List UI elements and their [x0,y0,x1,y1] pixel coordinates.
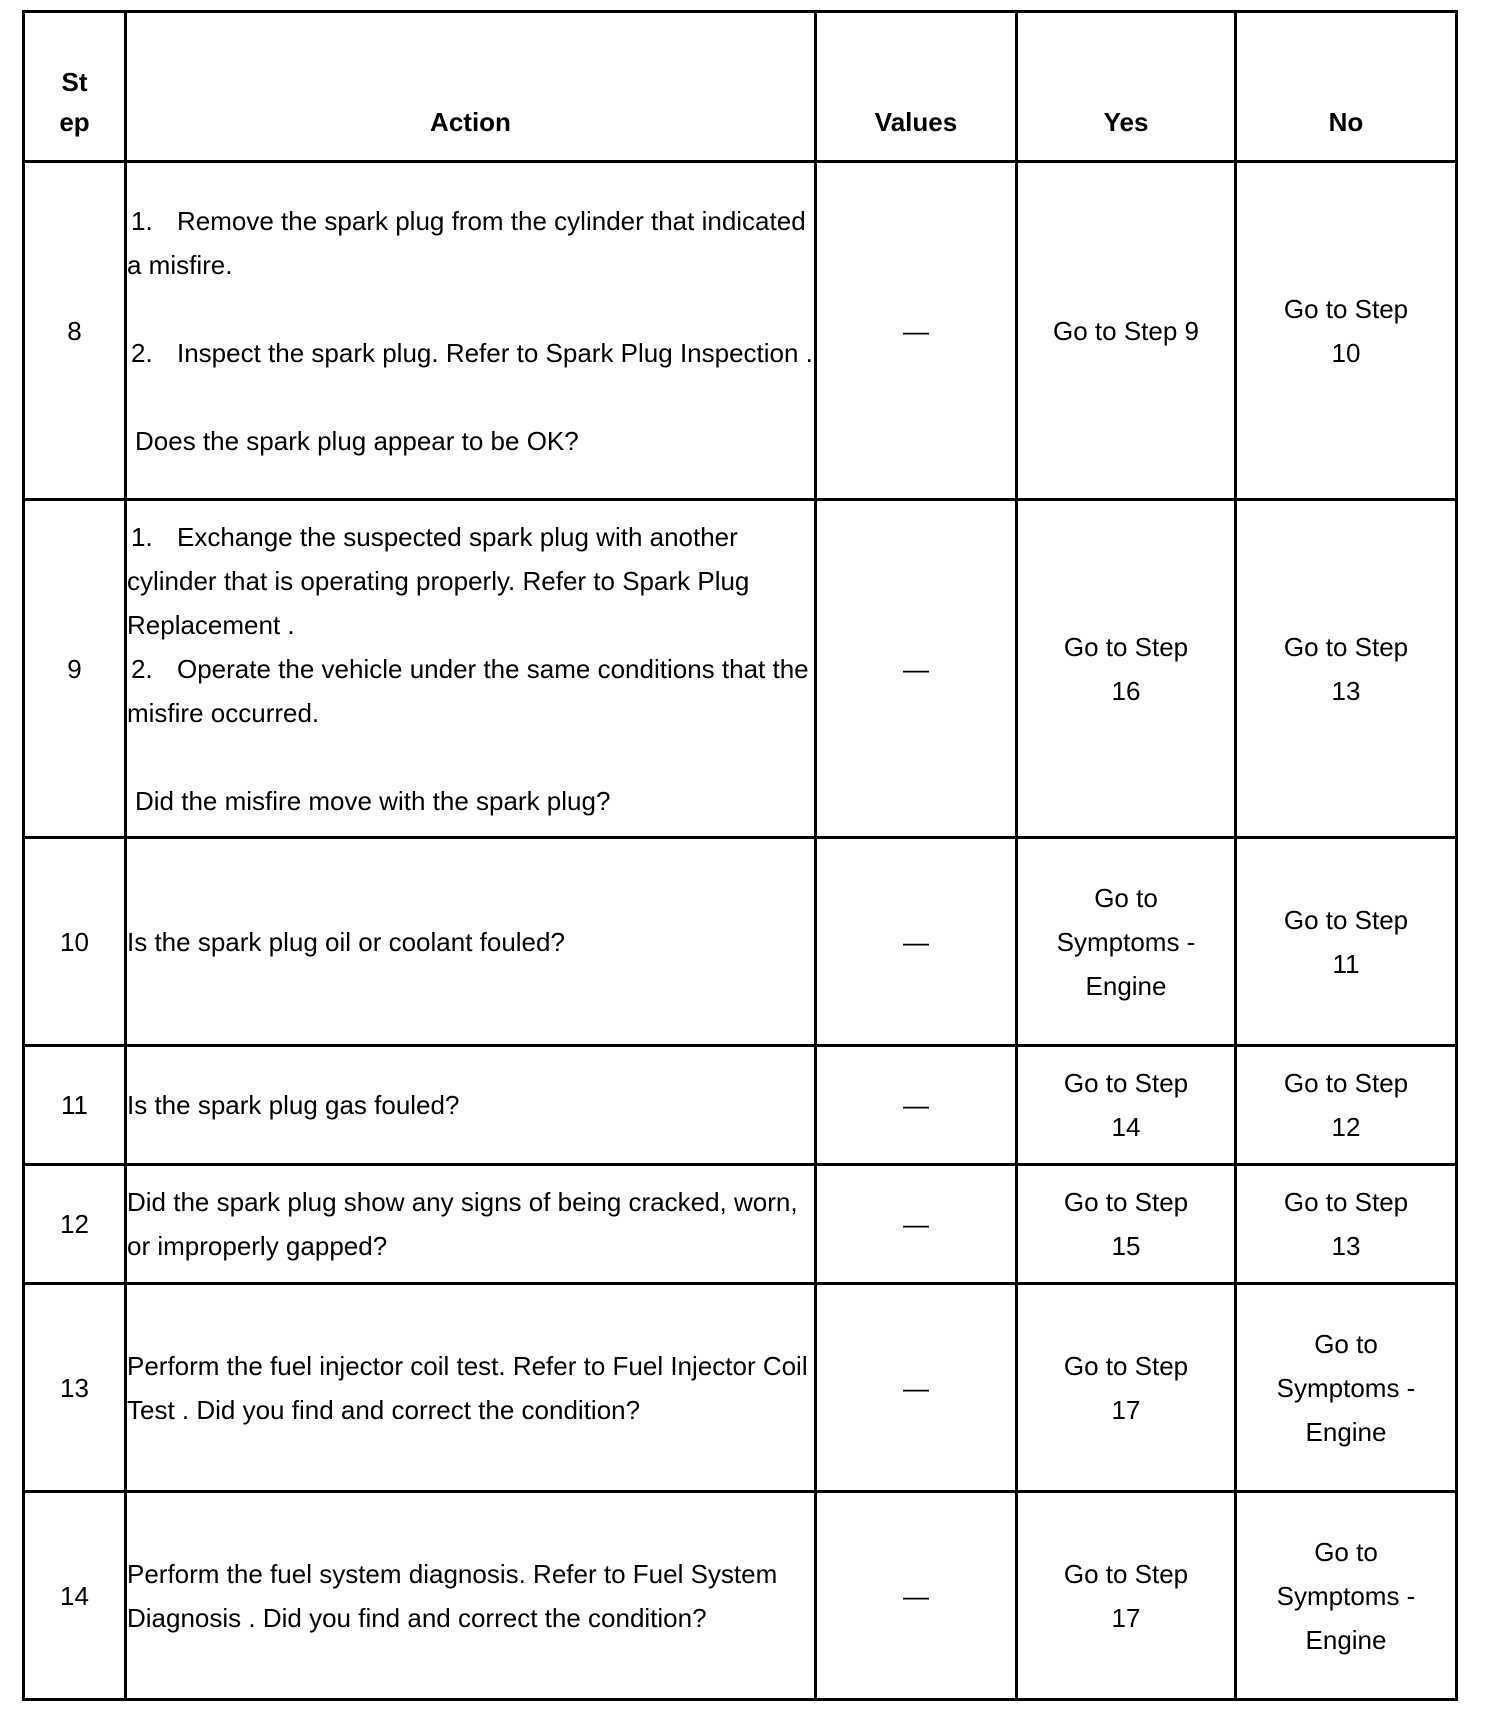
table-row [24,500,1457,838]
action-step-1: 1. Exchange the suspected spark plug with another cylinder that is operating properly. Refer to Spark Plug Replacement . [127,521,750,640]
action-cell: Is the spark plug oil or coolant fouled? [126,838,816,1046]
yes-cell: Go to Step 17 [1017,1492,1236,1700]
no-cell: Go to Symptoms - Engine [1236,1492,1457,1700]
yes-cell: Go to Step 16 [1017,500,1236,838]
table-row [24,1284,1457,1492]
header-step: St ep [24,12,126,162]
header-no: No [1236,12,1457,162]
header-action: Action [126,12,816,162]
step-cell: 10 [24,838,126,1046]
values-cell: — [816,1284,1017,1492]
yes-cell: Go to Step 15 [1017,1165,1236,1284]
action-cell [126,500,816,838]
action-cell: Is the spark plug gas fouled? [126,1046,816,1165]
yes-cell: Go to Step 9 [1017,162,1236,500]
step-cell: 14 [24,1492,126,1700]
yes-cell: Go to Step 14 [1017,1046,1236,1165]
step-cell: 8 [24,162,126,500]
header-yes: Yes [1017,12,1236,162]
action-cell: Perform the fuel system diagnosis. Refer to Fuel System Diagnosis . Did you find and correct the condition? [126,1492,816,1700]
action-cell: Did the spark plug show any signs of being cracked, worn, or improperly gapped? [126,1165,816,1284]
table-row [24,1046,1457,1165]
table-row [24,162,1457,500]
no-cell: Go to Step 13 [1236,500,1457,838]
no-cell: Go to Symptoms - Engine [1236,1284,1457,1492]
step-cell: 9 [24,500,126,838]
action-question: Did the misfire move with the spark plug? [135,785,611,816]
action-step-2: 2. Inspect the spark plug. Refer to Spark Plug Inspection . [131,337,813,368]
action-cell [126,162,816,500]
step-cell: 12 [24,1165,126,1284]
values-cell: — [816,500,1017,838]
table-row [24,838,1457,1046]
no-cell: Go to Step 10 [1236,162,1457,500]
action-cell: Perform the fuel injector coil test. Refer to Fuel Injector Coil Test . Did you find and correct the condition? [126,1284,816,1492]
values-cell: — [816,838,1017,1046]
action-question: Does the spark plug appear to be OK? [135,425,579,456]
table-row [24,1165,1457,1284]
yes-cell: Go to Step 17 [1017,1284,1236,1492]
values-cell: — [816,1492,1017,1700]
values-cell: — [816,1165,1017,1284]
step-cell: 11 [24,1046,126,1165]
header-values: Values [816,12,1017,162]
yes-cell: Go to Symptoms - Engine [1017,838,1236,1046]
no-cell: Go to Step 11 [1236,838,1457,1046]
action-step-2: 2. Operate the vehicle under the same conditions that the misfire occurred. [127,653,809,728]
step-cell: 13 [24,1284,126,1492]
values-cell: — [816,1046,1017,1165]
no-cell: Go to Step 12 [1236,1046,1457,1165]
no-cell: Go to Step 13 [1236,1165,1457,1284]
action-step-1: 1. Remove the spark plug from the cylinder that indicated a misfire. [127,205,806,280]
header-row [24,12,1457,162]
values-cell: — [816,162,1017,500]
table-row [24,1492,1457,1700]
diagnostic-table [22,10,1458,1701]
